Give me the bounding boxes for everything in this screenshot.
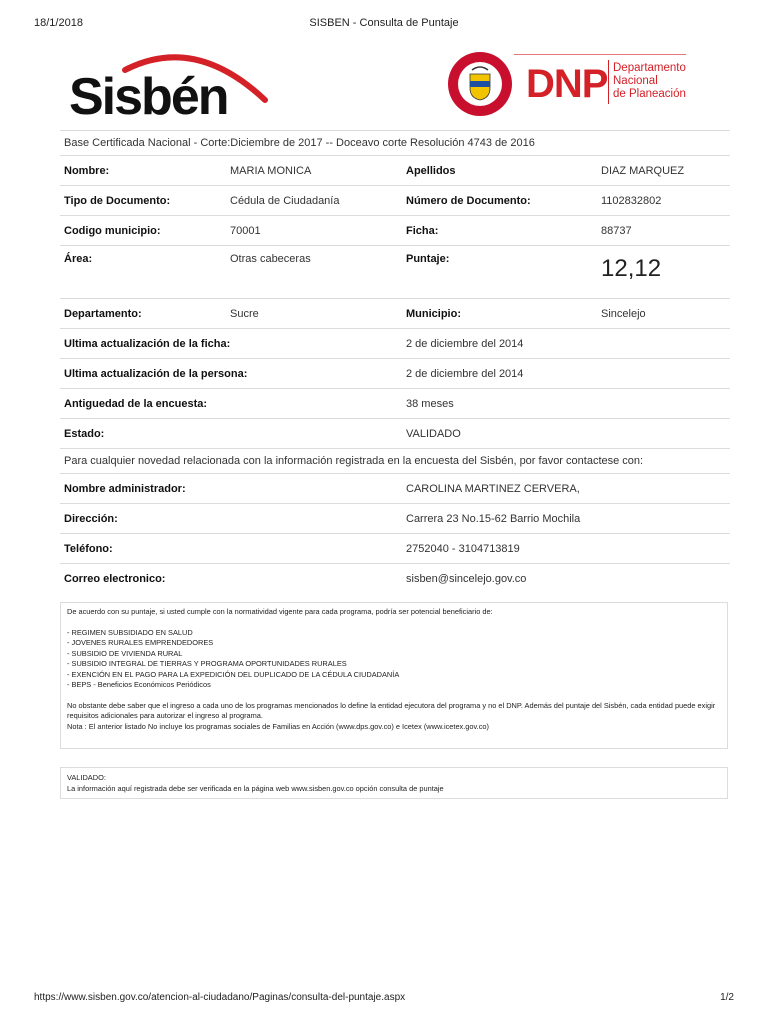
puntaje-value: 12,12 (601, 255, 662, 282)
logo-header (60, 44, 710, 126)
dnp-name-line: Nacional (613, 75, 658, 87)
programs-intro: De acuerdo con su puntaje, si usted cumple con la normatividad vigente para cada programa, podría ser potencial beneficiario de: (67, 607, 493, 616)
tipo-documento-value: Cédula de Ciudadanía (226, 186, 402, 216)
program-item: - REGIMEN SUBSIDIADO EN SALUD (67, 627, 193, 637)
tipo-documento-label: Tipo de Documento: (60, 186, 226, 216)
table-row (60, 156, 730, 186)
departamento-value: Sucre (226, 299, 402, 329)
telefono-value: 2752040 - 3104713819 (402, 534, 730, 564)
print-header (34, 17, 734, 31)
dnp-separator (608, 60, 609, 104)
validation-title: VALIDADO: (67, 773, 106, 782)
dnp-acronym: DNP (526, 62, 608, 106)
table-row (60, 419, 730, 449)
ficha-value: 88737 (597, 216, 730, 246)
administrador-label: Nombre administrador: (60, 474, 402, 504)
correo-label: Correo electronico: (60, 564, 402, 594)
direccion-value: Carrera 23 No.15-62 Barrio Mochila (402, 504, 730, 534)
area-label: Área: (60, 246, 226, 299)
programs-info-box (60, 602, 728, 749)
actualizacion-ficha-label: Ultima actualización de la ficha: (60, 329, 402, 359)
dnp-name-line: de Planeación (613, 88, 686, 100)
dnp-name-line: Departamento (613, 62, 686, 74)
dnp-rule (514, 54, 686, 55)
program-item: - JOVENES RURALES EMPRENDEDORES (67, 638, 214, 647)
nombre-value: MARIA MONICA (226, 156, 402, 186)
program-item: - BEPS - Beneficios Económicos Periódicos (67, 680, 211, 689)
print-url[interactable]: https://www.sisben.gov.co/atencion-al-ciudadano/Paginas/consulta-del-puntaje.aspx (34, 992, 406, 1003)
base-row (60, 131, 730, 156)
puntaje-cell (597, 246, 730, 299)
table-row (60, 534, 730, 564)
validation-box (60, 767, 728, 799)
correo-value[interactable]: sisben@sincelejo.gov.co (402, 564, 730, 594)
print-date: 18/1/2018 (34, 17, 83, 29)
estado-value: VALIDADO (402, 419, 730, 449)
dnp-full-name (613, 62, 686, 101)
codigo-municipio-label: Codigo municipio: (60, 216, 226, 246)
coat-of-arms-icon (446, 50, 514, 118)
dnp-logo (446, 50, 686, 118)
contact-intro-text: Para cualquier novedad relacionada con la información registrada en la encuesta del Sisbén, por favor contactese con: (60, 449, 730, 474)
contact-intro-row (60, 449, 730, 474)
table-row (60, 246, 730, 299)
numero-documento-value: 1102832802 (597, 186, 730, 216)
page-number: 1/2 (720, 992, 734, 1003)
table-row (60, 359, 730, 389)
puntaje-table (60, 130, 730, 593)
table-row (60, 564, 730, 594)
print-footer (34, 992, 734, 1006)
actualizacion-persona-label: Ultima actualización de la persona: (60, 359, 402, 389)
sisben-logo (65, 48, 275, 124)
area-value: Otras cabeceras (226, 246, 402, 299)
apellidos-label: Apellidos (402, 156, 597, 186)
sisben-logo-text: Sisbén (69, 68, 228, 124)
numero-documento-label: Número de Documento: (402, 186, 597, 216)
program-item: - SUBSIDIO DE VIVIENDA RURAL (67, 648, 183, 658)
table-row (60, 474, 730, 504)
table-row (60, 216, 730, 246)
estado-label: Estado: (60, 419, 402, 449)
puntaje-label: Puntaje: (402, 246, 597, 299)
codigo-municipio-value: 70001 (226, 216, 402, 246)
direccion-label: Dirección: (60, 504, 402, 534)
program-item: - EXENCIÓN EN EL PAGO PARA LA EXPEDICIÓN DEL DUPLICADO DE LA CÉDULA CIUDADANÍA (67, 669, 400, 679)
table-row (60, 329, 730, 359)
table-row (60, 299, 730, 329)
validation-text: La información aquí registrada debe ser verificada en la página web www.sisben.gov.co opción consulta de puntaje (67, 784, 444, 793)
nombre-label: Nombre: (60, 156, 226, 186)
print-title: SISBEN - Consulta de Puntaje (309, 17, 459, 29)
table-row (60, 186, 730, 216)
departamento-label: Departamento: (60, 299, 226, 329)
municipio-label: Municipio: (402, 299, 597, 329)
actualizacion-ficha-value: 2 de diciembre del 2014 (402, 329, 730, 359)
antiguedad-label: Antiguedad de la encuesta: (60, 389, 402, 419)
ficha-label: Ficha: (402, 216, 597, 246)
antiguedad-value: 38 meses (402, 389, 730, 419)
telefono-label: Teléfono: (60, 534, 402, 564)
administrador-value: CAROLINA MARTINEZ CERVERA, (402, 474, 730, 504)
program-item: - SUBSIDIO INTEGRAL DE TIERRAS Y PROGRAMA OPORTUNIDADES RURALES (67, 659, 347, 668)
actualizacion-persona-value: 2 de diciembre del 2014 (402, 359, 730, 389)
programs-note: No obstante debe saber que el ingreso a cada uno de los programas mencionados lo define la entidad ejecutora del programa y no el DNP. Además del puntaje del Sisbén, cada entidad puede exigir requisitos adicionales para autorizar el ingreso al programa. (67, 700, 716, 720)
municipio-value: Sincelejo (597, 299, 730, 329)
table-row (60, 389, 730, 419)
apellidos-value: DIAZ MARQUEZ (597, 156, 730, 186)
base-text: Base Certificada Nacional - Corte:Diciembre de 2017 -- Doceavo corte Resolución 4743 de 2016 (60, 131, 730, 156)
programs-note-2: Nota : El anterior listado No incluye los programas sociales de Familias en Acción (www.dps.gov.co) e Icetex (www.icetex.gov.co) (67, 721, 489, 731)
table-row (60, 504, 730, 534)
